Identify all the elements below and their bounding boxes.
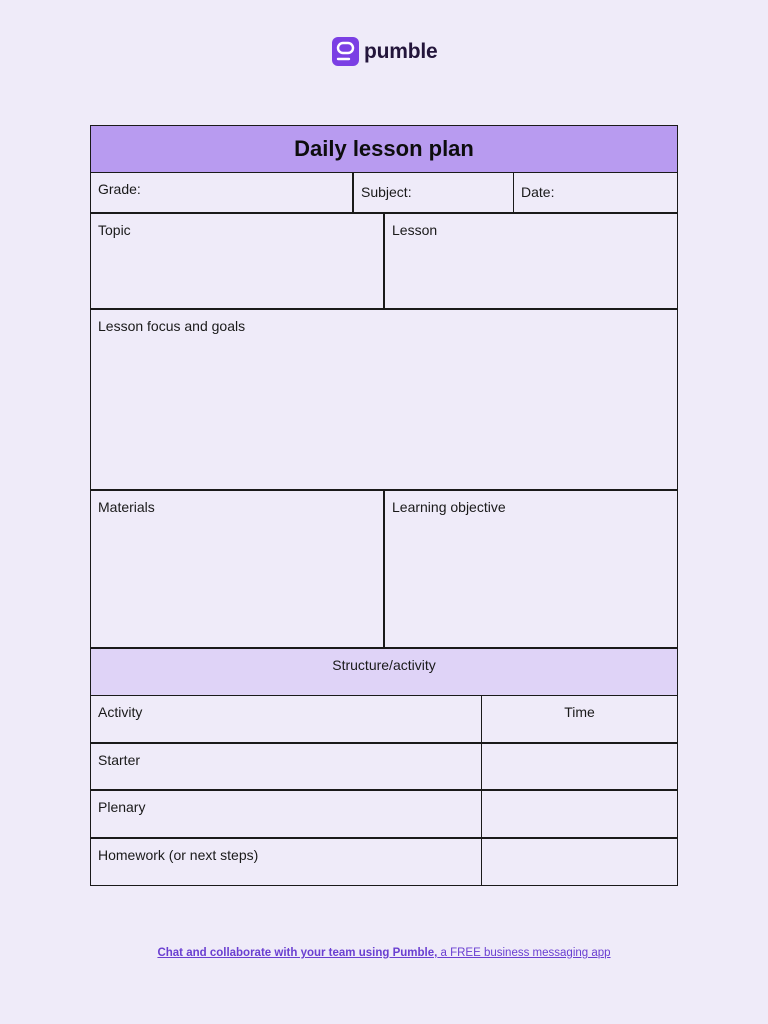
time-cell[interactable] bbox=[481, 790, 678, 838]
topic-label: Topic bbox=[98, 222, 131, 238]
table-row bbox=[90, 791, 678, 839]
table-row bbox=[90, 744, 678, 791]
pumble-logo-icon bbox=[332, 37, 359, 66]
plan-title: Daily lesson plan bbox=[90, 125, 678, 173]
grade-field[interactable] bbox=[90, 172, 354, 213]
lesson-label: Lesson bbox=[392, 222, 438, 238]
focus-goals-label: Lesson focus and goals bbox=[98, 318, 246, 334]
date-field[interactable] bbox=[513, 172, 678, 213]
brand-name: pumble bbox=[364, 39, 438, 63]
pumble-logo bbox=[332, 37, 437, 66]
table-row bbox=[90, 839, 678, 887]
topic-field[interactable] bbox=[90, 213, 385, 309]
footer bbox=[0, 947, 768, 959]
activity-cell[interactable]: Starter bbox=[90, 743, 482, 790]
lesson-plan-form bbox=[90, 125, 678, 887]
time-column-header: Time bbox=[481, 695, 678, 743]
focus-goals-field[interactable] bbox=[90, 309, 678, 490]
subject-label: Subject: bbox=[361, 184, 412, 200]
time-cell[interactable] bbox=[481, 743, 678, 790]
learning-objective-label: Learning objective bbox=[392, 499, 506, 515]
subject-field[interactable] bbox=[353, 172, 514, 213]
activity-cell[interactable]: Plenary bbox=[90, 790, 482, 838]
activity-cell[interactable]: Homework (or next steps) bbox=[90, 838, 482, 886]
activity-column-header: Activity bbox=[90, 695, 482, 743]
date-label: Date: bbox=[521, 184, 555, 200]
materials-field[interactable] bbox=[90, 490, 385, 648]
grade-label: Grade: bbox=[98, 181, 141, 197]
pumble-promo-link-rest[interactable]: a FREE business messaging app bbox=[437, 947, 611, 959]
time-cell[interactable] bbox=[481, 838, 678, 886]
pumble-promo-link[interactable]: Chat and collaborate with your team using Pumble, bbox=[157, 947, 438, 959]
structure-activity-header: Structure/activity bbox=[90, 648, 678, 696]
materials-label: Materials bbox=[98, 499, 155, 515]
learning-objective-field[interactable] bbox=[384, 490, 678, 648]
lesson-field[interactable] bbox=[384, 213, 678, 309]
